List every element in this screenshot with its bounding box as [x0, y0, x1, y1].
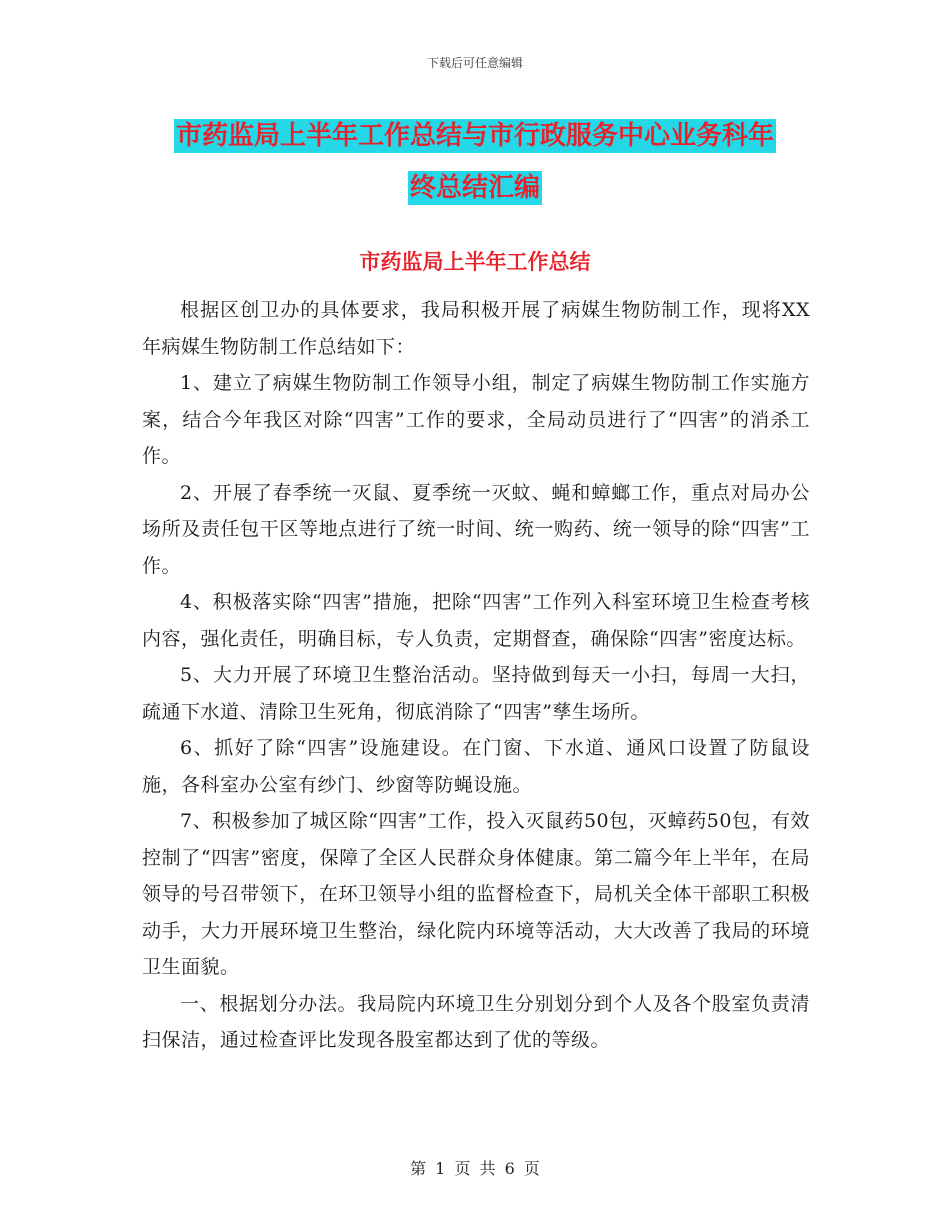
paragraph: 5、大力开展了环境卫生整治活动。坚持做到每天一小扫，每周一大扫，疏通下水道、清除卫生死角，彻底消除了“四害”孳生场所。 — [142, 664, 810, 723]
document-title-line-1: 市药监局上半年工作总结与市行政服务中心业务科年 — [175, 121, 774, 151]
document-title-line-2: 终总结汇编 — [409, 173, 540, 203]
document-body — [142, 292, 810, 1059]
paragraph: 7、积极参加了城区除“四害”工作，投入灭鼠药50包，灭蟑药50包，有效控制了“四害”密度，保障了全区人民群众身体健康。第二篇今年上半年，在局领导的号召带领下，在环卫领导小组的监督检查下，局机关全体干部职工积极动手，大力开展环境卫生整治，绿化院内环境等活动，大大改善了我局的环境卫生面貌。 — [142, 810, 810, 978]
paragraph: 一、根据划分办法。我局院内环境卫生分别划分到个人及各个股室负责清扫保洁，通过检查评比发现各股室都达到了优的等级。 — [142, 992, 810, 1051]
paragraph: 4、积极落实除“四害”措施，把除“四害”工作列入科室环境卫生检查考核内容，强化责任，明确目标，专人负责，定期督查，确保除“四害”密度达标。 — [142, 591, 810, 650]
paragraph: 6、抓好了除“四害”设施建设。在门窗、下水道、通风口设置了防鼠设施，各科室办公室有纱门、纱窗等防蝇设施。 — [142, 737, 810, 796]
paragraph: 2、开展了春季统一灭鼠、夏季统一灭蚊、蝇和蟑螂工作，重点对局办公场所及责任包干区等地点进行了统一时间、统一购药、统一领导的除“四害”工作。 — [142, 481, 810, 577]
header-note: 下载后可任意编辑 — [426, 56, 523, 70]
page-footer: 第 1 页 共 6 页 — [410, 1159, 540, 1178]
paragraph: 1、建立了病媒生物防制工作领导小组，制定了病媒生物防制工作实施方案，结合今年我区对除“四害”工作的要求，全局动员进行了“四害”的消杀工作。 — [142, 372, 810, 467]
document-title — [0, 110, 950, 214]
paragraph: 根据区创卫办的具体要求，我局积极开展了病媒生物防制工作，现将XX年病媒生物防制工作总结如下： — [142, 299, 810, 358]
section-title: 市药监局上半年工作总结 — [359, 250, 591, 274]
